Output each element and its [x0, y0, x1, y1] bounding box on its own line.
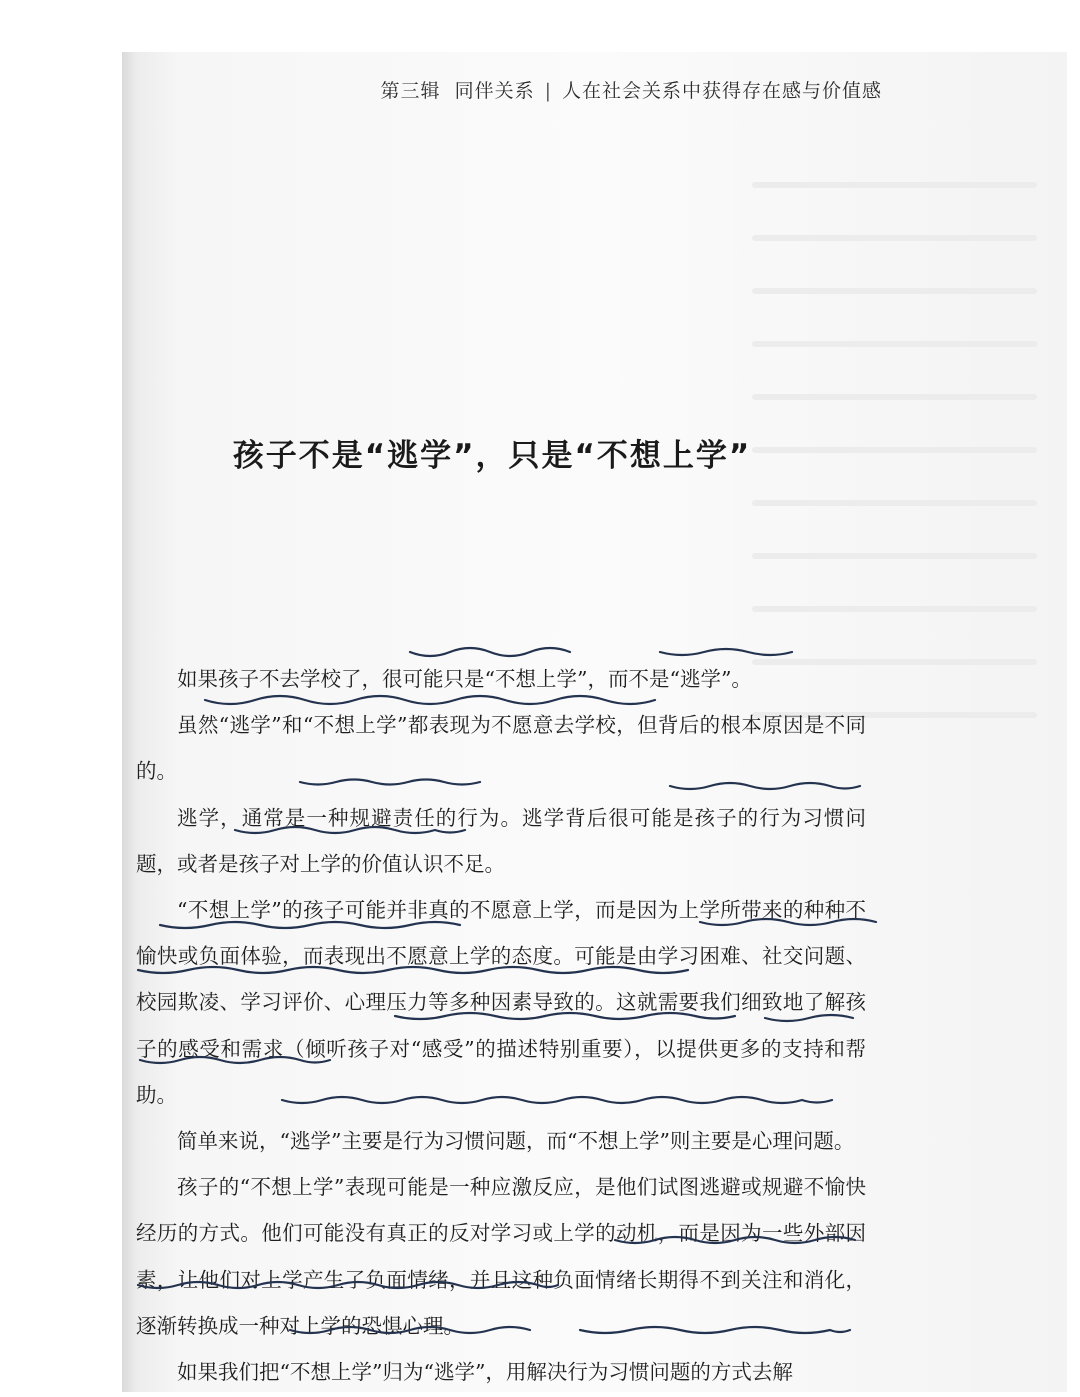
article-title: 孩子不是“逃学”，只是“不想上学”	[232, 438, 752, 474]
paragraph: “不想上学”的孩子可能并非真的不愿意上学，而是因为上学所带来的种种不愉快或负面体验，而表现出不愿意上学的态度。可能是由学习困难、社交问题、校园欺凌、学习评价、心理压力等多种因素导致的。这就需要我们细致地了解孩子的感受和需求（倾听孩子对“感受”的描述特别重要），以提供更多的支持和帮助。	[136, 898, 866, 1107]
chapter-label: 第三辑	[380, 80, 441, 102]
header-separator: |	[544, 80, 552, 102]
paragraph: 孩子的“不想上学”表现可能是一种应激反应，是他们试图逃避或规避不愉快经历的方式。他们可能没有真正的反对学习或上学的动机，而是因为一些外部因素，让他们对上学产生了负面情绪，并且这种负面情绪长期得不到关注和消化，逐渐转换成一种对上学的恐惧心理。	[136, 1175, 866, 1338]
running-header	[381, 76, 882, 103]
book-page	[122, 52, 1067, 1392]
paragraph: 如果我们把“不想上学”归为“逃学”，用解决行为习惯问题的方式去解	[177, 1360, 793, 1385]
paragraph: 简单来说，“逃学”主要是行为习惯问题，而“不想上学”则主要是心理问题。	[177, 1129, 855, 1154]
chapter-title: 同伴关系	[454, 80, 535, 102]
paragraph: 虽然“逃学”和“不想上学”都表现为不愿意去学校，但背后的根本原因是不同的。	[136, 713, 866, 784]
paragraph: 如果孩子不去学校了，很可能只是“不想上学”，而不是“逃学”。	[177, 667, 752, 691]
header-subtitle: 人在社会关系中获得存在感与价值感	[561, 80, 882, 102]
article-body	[136, 656, 866, 1392]
paragraph: 逃学，通常是一种规避责任的行为。逃学背后很可能是孩子的行为习惯问题，或者是孩子对上学的价值认识不足。	[136, 805, 866, 876]
